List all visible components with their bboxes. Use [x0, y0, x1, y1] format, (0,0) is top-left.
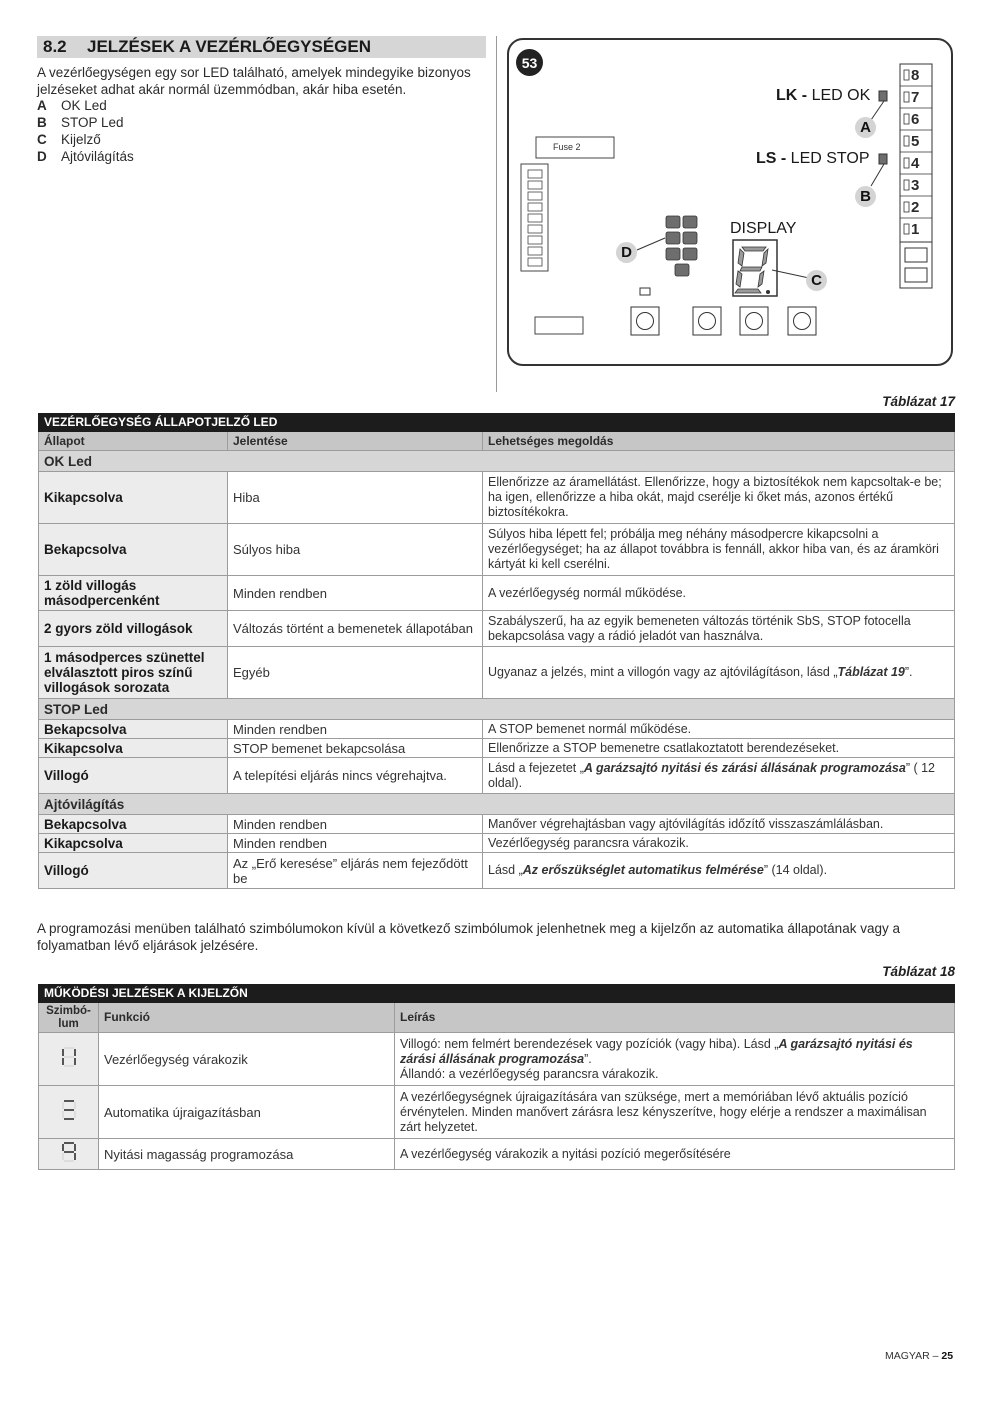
table-group-row: STOP Led — [39, 699, 955, 720]
terminal-number: 1 — [911, 221, 920, 238]
page-number: 25 — [941, 1350, 954, 1362]
legend-item: A OK Led — [37, 98, 107, 113]
table-row: Automatika újraigazításban A vezérlőegységnek újraigazítására van szüksége, mert a memóriában lévő aktuális pozíció érvénytelen. Minden manővert zárásra lesz kényszerítve, hogy elérje a rendszer a maximálisan zárt helyzetet. — [39, 1086, 955, 1139]
table-reference: A garázsajtó nyitási és zárási állásának programozása — [583, 760, 906, 775]
segment-symbol-waiting-icon — [61, 1046, 77, 1068]
table-row: Kikapcsolva Minden rendben Vezérlőegység parancsra várakozik. — [39, 834, 955, 853]
table-row: Villogó A telepítési eljárás nincs végrehajtva. Lásd a fejezetet „A garázsajtó nyitási és zárási állásának programozása” ( 12 oldal). — [39, 758, 955, 794]
legend-list — [37, 97, 134, 165]
table-group-row: Ajtóvilágítás — [39, 794, 955, 815]
table-row: Bekapcsolva Súlyos hiba Súlyos hiba lépett fel; próbálja meg néhány másodpercre kikapcsolni a vezérlőegységet; ha az állapot továbbra is fennáll, akkor hiba van, és az áramköri kártyát ki kell cserélni. — [39, 524, 955, 576]
terminal-number-list — [911, 65, 919, 241]
callout-a: A — [855, 117, 876, 138]
led-block — [666, 216, 697, 276]
table-title-row: VEZÉRLŐEGYSÉG ÁLLAPOTJELZŐ LED — [39, 414, 955, 432]
fuse-label: Fuse 2 — [553, 142, 581, 152]
section-number: 8.2 — [43, 37, 67, 56]
table-reference: A garázsajtó nyitási és zárási állásának programozása — [400, 1036, 913, 1066]
control-board-drawing — [507, 38, 953, 366]
display-label: DISPLAY — [730, 220, 797, 237]
table-row: Villogó Az „Erő keresése” eljárás nem fejeződött be Lásd „Az erőszükséglet automatikus felmérése” (14 oldal). — [39, 853, 955, 889]
table-header-row: Szimbó-lum Funkció Leírás — [39, 1003, 955, 1033]
legend-item: C Kijelző — [37, 132, 101, 147]
display-signals-table — [38, 984, 955, 1170]
section-heading — [37, 36, 486, 58]
led-status-table — [38, 413, 955, 889]
terminal-number: 6 — [911, 111, 920, 128]
table-reference: Az erőszükséglet automatikus felmérése — [522, 863, 764, 877]
terminal-number: 4 — [911, 155, 920, 172]
table-title-row: MŰKÖDÉSI JELZÉSEK A KIJELZŐN — [39, 985, 955, 1003]
table-row: 2 gyors zöld villogások Változás történt a bemenetek állapotában Szabályszerű, ha az egyik bemeneten változás történik SbS, STOP fotocella bekapcsolása vagy a rádió jeladót van használva. — [39, 611, 955, 647]
table-row: Kikapcsolva Hiba Ellenőrizze az áramellátást. Ellenőrizze, hogy a biztosítékok nem kapcsoltak-e be; ha igen, ellenőrizze a hiba okát, majd cserélje ki őket más, azonos értékű biztosítékokra. — [39, 472, 955, 524]
table-reference: Táblázat 19 — [837, 665, 905, 679]
table-row: Nyitási magasság programozása A vezérlőegység várakozik a nyitási pozíció megerősítésére — [39, 1139, 955, 1170]
table17-caption: Táblázat 17 — [882, 394, 955, 409]
table-row: Vezérlőegység várakozik Villogó: nem felmért berendezések vagy pozíciók (vagy hiba). Lásd „A garázsajtó nyitási és zárási állásának programozása”. Állandó: a vezérlőegység parancsra várakozik. — [39, 1033, 955, 1086]
table-row: Bekapcsolva Minden rendben A STOP bemenet normál működése. — [39, 720, 955, 739]
callout-c: C — [806, 270, 827, 291]
table-row: Bekapcsolva Minden rendben Manőver végrehajtásban vagy ajtóvilágítás időzítő visszaszámlálásban. — [39, 815, 955, 834]
figure-number-badge: 53 — [516, 49, 543, 76]
terminal-number: 7 — [911, 89, 920, 106]
page-footer: MAGYAR – 25 — [885, 1350, 954, 1362]
legend-item: D Ajtóvilágítás — [37, 149, 134, 164]
led-stop-marker — [879, 154, 887, 164]
table-row: 1 zöld villogás másodpercenként Minden rendben A vezérlőegység normál működése. — [39, 576, 955, 611]
table-row: 1 másodperces szünettel elválasztott piros színű villogások sorozata Egyéb Ugyanaz a jelzés, mint a villogón vagy az ajtóvilágításon, lásd „Táblázat 19”. — [39, 647, 955, 699]
column-divider — [496, 36, 497, 392]
terminal-number: 2 — [911, 199, 920, 216]
table-header-row: Állapot Jelentése Lehetséges megoldás — [39, 432, 955, 451]
section-title: JELZÉSEK A VEZÉRLŐEGYSÉGEN — [87, 37, 372, 56]
led-ok-label: LK - LED OK — [776, 87, 871, 104]
segment-symbol-open-height-icon — [61, 1141, 77, 1163]
callout-b: B — [855, 186, 876, 207]
display-intro-paragraph: A programozási menüben található szimbólumokon kívül a következő szimbólumok jelenhetnek meg a kijelzőn az automatika állapotának vagy a folyamatban lévő eljárások jelzésére. — [37, 921, 900, 953]
table-group-row: OK Led — [39, 451, 955, 472]
table-row: Kikapcsolva STOP bemenet bekapcsolása Ellenőrizze a STOP bemenetre csatlakoztatott berendezéseket. — [39, 739, 955, 758]
segment-symbol-reset-icon — [61, 1099, 77, 1121]
callout-d: D — [616, 242, 637, 263]
table18-caption: Táblázat 18 — [882, 964, 955, 979]
terminal-number: 3 — [911, 177, 920, 194]
intro-paragraph: A vezérlőegységen egy sor LED található, amelyek mindegyike bizonyos jelzéseket adhat akár normál üzemmódban, akár hiba esetén. — [37, 65, 471, 97]
led-stop-label: LS - LED STOP — [756, 150, 870, 167]
terminal-number: 5 — [911, 133, 920, 150]
terminal-number: 8 — [911, 67, 920, 84]
legend-item: B STOP Led — [37, 115, 124, 130]
led-ok-marker — [879, 91, 887, 101]
